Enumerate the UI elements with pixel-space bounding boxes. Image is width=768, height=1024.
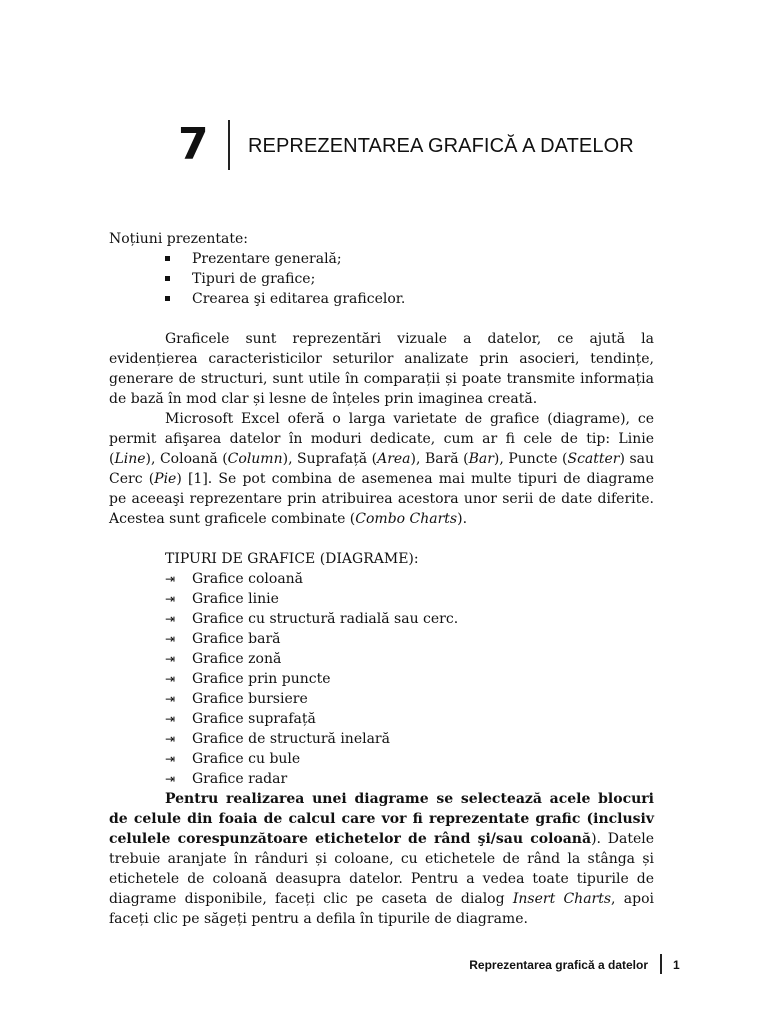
document-body (109, 229, 654, 929)
chapter-number: 7 (178, 119, 209, 170)
paragraph-3: Pentru realizarea unei diagrame se selectează acele blocuri de celule din foaia de calcul care vor fi reprezentate grafic (inclusiv celulele corespunzătoare etichetelor de rând şi/sau coloană). Datele trebuie aranjate în rânduri și coloane, cu etichetele de rând la stânga și etichetele de coloană deasupra datelor. Pentru a vedea toate tipurile de diagrame disponibile, faceți clic pe caseta de dialog Insert Charts, apoi faceți clic pe săgeți pentru a defila în tipurile de diagrame. (109, 791, 654, 927)
square-bullet-icon (165, 276, 170, 281)
arrow-to-bar-icon: ⇥ (165, 752, 176, 766)
section-heading: TIPURI DE GRAFICE (DIAGRAME): (165, 551, 419, 567)
list-item: ⇥ Grafice bursiere (165, 691, 308, 707)
list-item: Crearea şi editarea graficelor. (109, 289, 654, 309)
footer-divider (660, 954, 662, 974)
chapter-divider (228, 120, 230, 170)
list-item: ⇥ Grafice suprafață (165, 711, 316, 727)
footer-title: Reprezentarea grafică a datelor (469, 958, 648, 972)
square-bullet-icon (165, 296, 170, 301)
list-item: ⇥ Grafice radar (165, 771, 288, 787)
intro-label: Noțiuni prezentate: (109, 231, 248, 247)
arrow-to-bar-icon: ⇥ (165, 712, 176, 726)
arrow-to-bar-icon: ⇥ (165, 572, 176, 586)
arrow-to-bar-icon: ⇥ (165, 632, 176, 646)
intro-list (109, 249, 654, 309)
page-footer (0, 954, 768, 976)
list-item: ⇥ Grafice bară (165, 631, 281, 647)
list-item: ⇥ Grafice cu bule (165, 751, 301, 767)
list-item: Prezentare generală; (109, 249, 654, 269)
page-number: 1 (673, 958, 680, 972)
square-bullet-icon (165, 256, 170, 261)
arrow-to-bar-icon: ⇥ (165, 772, 176, 786)
list-item: ⇥ Grafice zonă (165, 651, 282, 667)
paragraph-1: Graficele sunt reprezentări vizuale a datelor, ce ajută la evidențierea caracteristicilor seturilor analizate prin asocieri, tendințe, generare de structuri, sunt utile în comparații și poate transmite informația de bază în mod clar și lesne de înțeles prin imaginea creată. (109, 331, 654, 407)
arrow-to-bar-icon: ⇥ (165, 732, 176, 746)
list-item: ⇥ Grafice cu structură radială sau cerc. (165, 611, 459, 627)
arrow-to-bar-icon: ⇥ (165, 652, 176, 666)
list-item: ⇥ Grafice coloană (165, 571, 304, 587)
list-item: ⇥ Grafice de structură inelară (165, 731, 390, 747)
arrow-to-bar-icon: ⇥ (165, 592, 176, 606)
paragraph-2: Microsoft Excel oferă o larga varietate de grafice (diagrame), ce permit afişarea datelor în moduri dedicate, cum ar fi cele de tip: Linie (Line), Coloană (Column), Suprafață (Area), Bară (Bar), Puncte (Scatter) sau Cerc (Pie) [1]. Se pot combina de asemenea mai multe tipuri de diagrame pe aceeaşi reprezentare prin atribuirea acestora unor serii de date diferite. Acestea sunt graficele combinate (Combo Charts). (109, 411, 655, 527)
arrow-to-bar-icon: ⇥ (165, 612, 176, 626)
arrow-to-bar-icon: ⇥ (165, 672, 176, 686)
chart-types-list (109, 569, 654, 789)
list-item: Tipuri de grafice; (109, 269, 654, 289)
list-item: ⇥ Grafice prin puncte (165, 671, 331, 687)
arrow-to-bar-icon: ⇥ (165, 692, 176, 706)
chapter-title: REPREZENTAREA GRAFICĂ A DATELOR (248, 135, 634, 157)
list-item: ⇥ Grafice linie (165, 591, 279, 607)
chapter-header (0, 118, 768, 174)
